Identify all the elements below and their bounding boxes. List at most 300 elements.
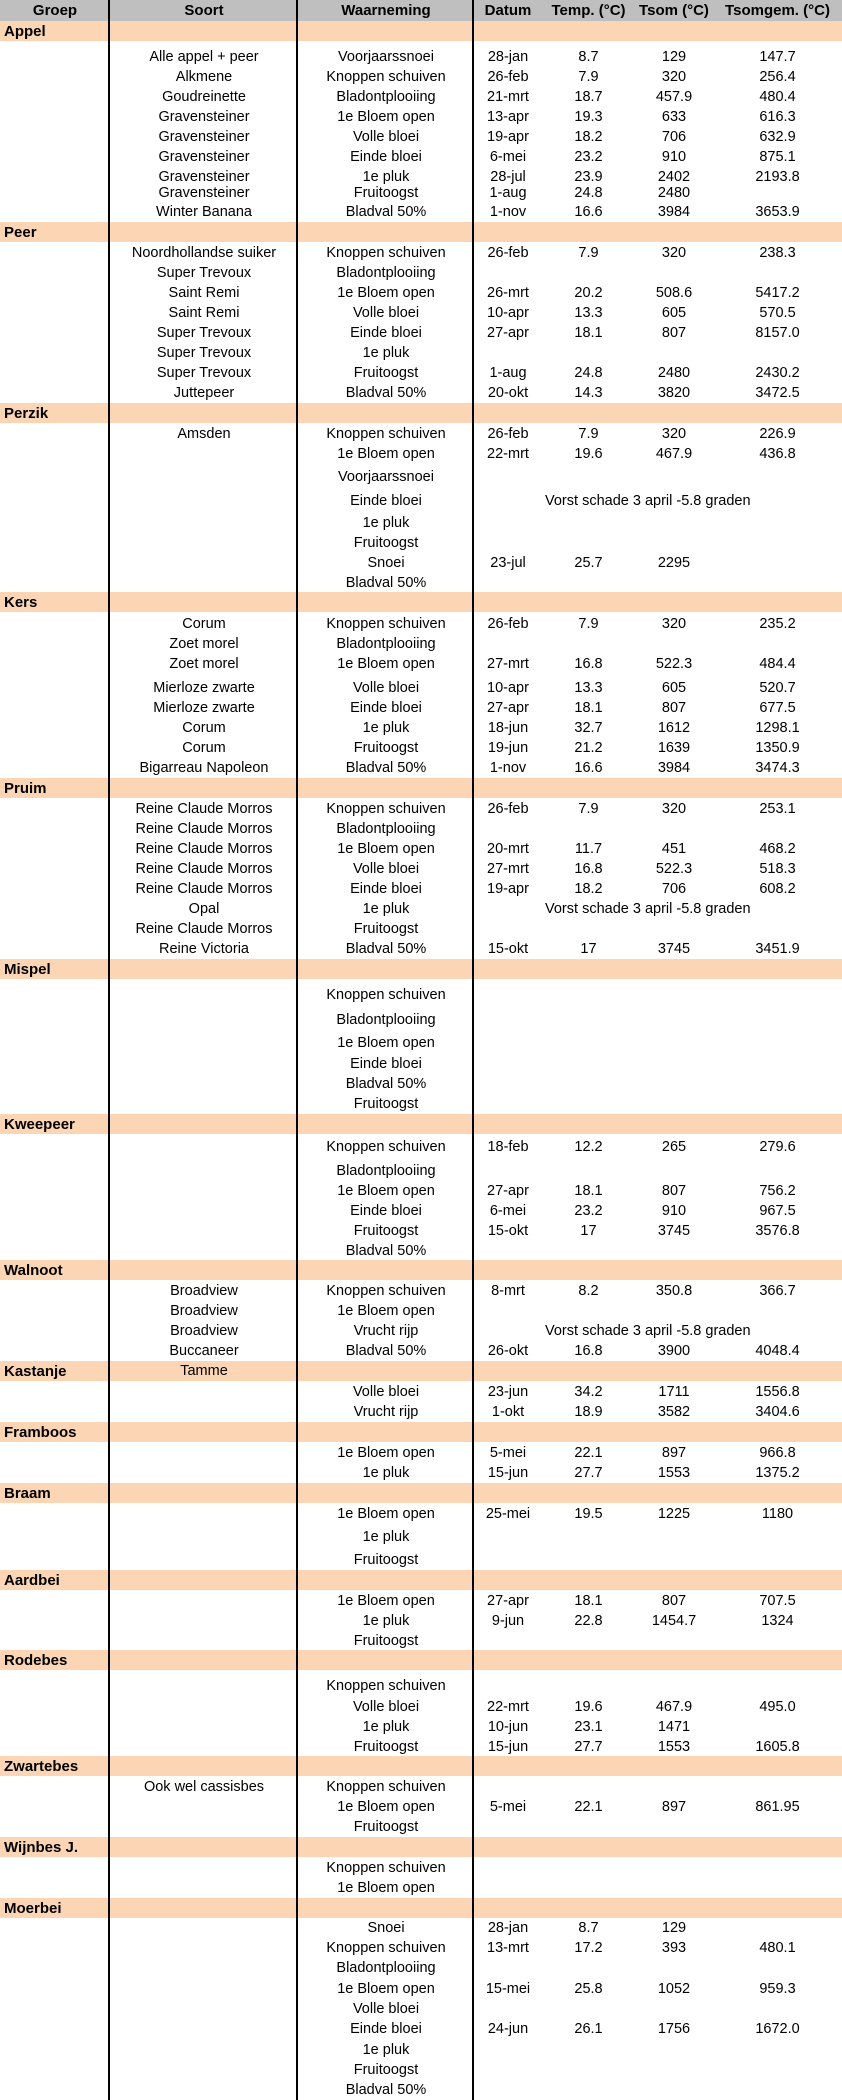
- table-row: [0, 1676, 842, 1696]
- waarneming-cell: Knoppen schuiven: [326, 1940, 446, 1956]
- tsom-cell: 2480: [657, 185, 691, 201]
- table-row: [0, 87, 842, 107]
- table-row: [0, 1137, 842, 1157]
- table-row: [0, 1094, 842, 1114]
- temp-cell: 7.9: [578, 616, 599, 632]
- temp-cell: 23.2: [574, 149, 603, 165]
- temp-cell: 18.1: [574, 1183, 603, 1199]
- tsom-cell: 3984: [657, 760, 691, 776]
- table-row: [0, 939, 842, 959]
- temp-cell: 25.7: [574, 555, 603, 571]
- temp-cell: 23.9: [574, 169, 603, 185]
- datum-cell: 1-nov: [489, 760, 527, 776]
- tsomgem-cell: 756.2: [759, 1183, 796, 1199]
- tsom-cell: 320: [661, 801, 687, 817]
- temp-cell: 32.7: [574, 720, 603, 736]
- soort-cell: Super Trevoux: [156, 265, 252, 281]
- datum-cell: 20-okt: [487, 385, 529, 401]
- table-row: [0, 47, 842, 67]
- tsomgem-cell: 468.2: [759, 841, 796, 857]
- groep-cell: Zwartebes: [4, 1757, 79, 1775]
- datum-cell: 13-apr: [487, 109, 529, 125]
- table-row: [0, 243, 842, 263]
- groep-cell: Braam: [4, 1484, 51, 1502]
- datum-cell: 21-mrt: [487, 89, 529, 105]
- tsomgem-cell: 2193.8: [755, 169, 800, 185]
- datum-cell: 26-feb: [487, 426, 529, 442]
- waarneming-cell: Knoppen schuiven: [326, 426, 446, 442]
- tsomgem-cell: 1350.9: [755, 740, 800, 756]
- tsomgem-cell: 3653.9: [755, 204, 800, 220]
- temp-cell: 19.5: [574, 1506, 603, 1522]
- tsomgem-cell: 861.95: [755, 1799, 800, 1815]
- tsom-cell: 467.9: [655, 446, 693, 462]
- temp-cell: 22.1: [574, 1445, 603, 1461]
- soort-cell: Corum: [182, 616, 226, 632]
- datum-cell: 26-okt: [487, 1343, 529, 1359]
- tsomgem-cell: 3451.9: [755, 941, 800, 957]
- tsomgem-cell: 608.2: [759, 881, 796, 897]
- table-row: [0, 147, 842, 167]
- table-row: [0, 698, 842, 718]
- datum-cell: 23-jun: [487, 1384, 529, 1400]
- datum-cell: 22-mrt: [487, 446, 529, 462]
- temp-cell: 7.9: [578, 69, 599, 85]
- waarneming-cell: Einde bloei: [350, 1056, 422, 1072]
- datum-cell: 27-mrt: [487, 656, 529, 672]
- waarneming-cell: Fruitoogst: [353, 1223, 419, 1239]
- waarneming-cell: 1e Bloem open: [337, 1183, 435, 1199]
- frost-damage-note: Vorst schade 3 april -5.8 graden: [545, 1323, 751, 1339]
- datum-cell: 6-mei: [489, 1203, 527, 1219]
- tsomgem-cell: 1180: [761, 1506, 794, 1522]
- tsom-cell: 3745: [657, 941, 691, 957]
- column-divider: [472, 0, 474, 2100]
- waarneming-cell: Einde bloei: [350, 700, 422, 716]
- soort-cell: Buccaneer: [169, 1343, 239, 1359]
- table-row: [0, 1817, 842, 1837]
- waarneming-cell: Knoppen schuiven: [326, 1860, 446, 1876]
- tsom-cell: 522.3: [655, 861, 693, 877]
- waarneming-cell: Knoppen schuiven: [326, 245, 446, 261]
- tsom-cell: 2480: [657, 365, 691, 381]
- temp-cell: 27.7: [574, 1465, 603, 1481]
- table-row: [0, 799, 842, 819]
- datum-cell: 10-jun: [487, 1719, 529, 1735]
- datum-cell: 8-mrt: [491, 1283, 525, 1299]
- tsomgem-cell: Tsomgem. (°C): [725, 2, 830, 19]
- waarneming-cell: 1e Bloem open: [337, 109, 435, 125]
- group-row: [0, 222, 842, 242]
- table-row: [0, 1858, 842, 1878]
- waarneming-cell: Einde bloei: [350, 1203, 422, 1219]
- tsom-cell: 3900: [657, 1343, 691, 1359]
- soort-cell: Mierloze zwarte: [153, 700, 255, 716]
- soort-cell: Mierloze zwarte: [153, 680, 255, 696]
- table-row: [0, 303, 842, 323]
- tsom-cell: 1052: [657, 1981, 691, 1997]
- groep-cell: Mispel: [4, 960, 51, 978]
- datum-cell: Datum: [484, 2, 532, 19]
- waarneming-cell: Fruitoogst: [353, 1633, 419, 1649]
- tsom-cell: 1612: [657, 720, 691, 736]
- table-row: [0, 553, 842, 573]
- group-row: [0, 1361, 842, 1381]
- datum-cell: 27-apr: [487, 700, 529, 716]
- tsom-cell: 3745: [657, 1223, 691, 1239]
- soort-cell: Reine Claude Morros: [135, 921, 273, 937]
- waarneming-cell: 1e pluk: [362, 1613, 410, 1629]
- groep-cell: Groep: [32, 2, 78, 19]
- tsom-cell: 897: [661, 1445, 687, 1461]
- tsomgem-cell: 279.6: [759, 1139, 796, 1155]
- waarneming-cell: Vrucht rijp: [353, 1323, 419, 1339]
- soort-cell: Saint Remi: [168, 305, 240, 321]
- table-row: [0, 634, 842, 654]
- waarneming-cell: Waarneming: [341, 2, 431, 19]
- datum-cell: 13-mrt: [487, 1940, 529, 1956]
- tsom-cell: Tsom (°C): [639, 2, 709, 19]
- soort-cell: Ook wel cassisbes: [143, 1779, 265, 1795]
- temp-cell: 16.6: [574, 204, 603, 220]
- table-row: [0, 2040, 842, 2060]
- tsom-cell: 1756: [657, 2021, 691, 2037]
- temp-cell: 22.8: [574, 1613, 603, 1629]
- datum-cell: 27-apr: [487, 1593, 529, 1609]
- tsom-cell: 706: [661, 129, 687, 145]
- temp-cell: 34.2: [574, 1384, 603, 1400]
- table-row: [0, 383, 842, 403]
- temp-cell: 19.3: [574, 109, 603, 125]
- frost-damage-note: Vorst schade 3 april -5.8 graden: [545, 901, 751, 917]
- datum-cell: 26-feb: [487, 245, 529, 261]
- groep-cell: Pruim: [4, 779, 47, 797]
- tsom-cell: 457.9: [655, 89, 693, 105]
- tsomgem-cell: 967.5: [759, 1203, 796, 1219]
- tsomgem-cell: 1556.8: [755, 1384, 800, 1400]
- soort-cell: Super Trevoux: [156, 345, 252, 361]
- table-row: [0, 2019, 842, 2039]
- table-row: [0, 614, 842, 634]
- datum-cell: 18-feb: [487, 1139, 529, 1155]
- datum-cell: 10-apr: [487, 680, 529, 696]
- group-row: [0, 403, 842, 423]
- datum-cell: 26-feb: [487, 69, 529, 85]
- soort-cell: Reine Claude Morros: [135, 821, 273, 837]
- tsomgem-cell: 2430.2: [755, 365, 800, 381]
- soort-cell: Zoet morel: [169, 636, 239, 652]
- temp-cell: 13.3: [574, 680, 603, 696]
- waarneming-cell: 1e Bloem open: [337, 1799, 435, 1815]
- temp-cell: 8.7: [578, 49, 599, 65]
- table-row: [0, 1999, 842, 2019]
- temp-cell: 21.2: [574, 740, 603, 756]
- tsom-cell: 897: [661, 1799, 687, 1815]
- tsomgem-cell: 436.8: [759, 446, 796, 462]
- tsom-cell: 451: [661, 841, 687, 857]
- soort-cell: Saint Remi: [168, 285, 240, 301]
- datum-cell: 26-feb: [487, 616, 529, 632]
- tsomgem-cell: 480.4: [759, 89, 796, 105]
- waarneming-cell: 1e pluk: [362, 1719, 410, 1735]
- tsom-cell: 265: [661, 1139, 687, 1155]
- waarneming-cell: 1e Bloem open: [337, 1593, 435, 1609]
- datum-cell: 9-jun: [491, 1613, 525, 1629]
- tsomgem-cell: 3472.5: [755, 385, 800, 401]
- table-row: [0, 1878, 842, 1898]
- waarneming-cell: 1e Bloem open: [337, 1506, 435, 1522]
- waarneming-cell: Volle bloei: [352, 2001, 420, 2017]
- soort-cell: Juttepeer: [173, 385, 235, 401]
- tsomgem-cell: 5417.2: [755, 285, 800, 301]
- table-row: [0, 202, 842, 222]
- table-row: [0, 1958, 842, 1978]
- waarneming-cell: 1e Bloem open: [337, 841, 435, 857]
- datum-cell: 1-nov: [489, 204, 527, 220]
- tsomgem-cell: 632.9: [759, 129, 796, 145]
- waarneming-cell: Fruitoogst: [353, 2062, 419, 2078]
- table-row: [0, 1918, 842, 1938]
- tsomgem-cell: 495.0: [759, 1699, 796, 1715]
- table-row: [0, 2060, 842, 2080]
- tsom-cell: 1639: [657, 740, 691, 756]
- waarneming-cell: Bladval 50%: [345, 575, 427, 591]
- tsomgem-cell: 366.7: [759, 1283, 796, 1299]
- soort-cell: Bigarreau Napoleon: [139, 760, 269, 776]
- groep-cell: Peer: [4, 223, 37, 241]
- tsomgem-cell: 4048.4: [755, 1343, 800, 1359]
- datum-cell: 19-apr: [487, 129, 529, 145]
- temp-cell: 7.9: [578, 245, 599, 261]
- waarneming-cell: Knoppen schuiven: [326, 1139, 446, 1155]
- table-row: [0, 1777, 842, 1797]
- tsom-cell: 706: [661, 881, 687, 897]
- datum-cell: 6-mei: [489, 149, 527, 165]
- table-row: [0, 899, 842, 919]
- table-row: [0, 1033, 842, 1053]
- temp-cell: 24.8: [574, 185, 603, 201]
- tsom-cell: 3582: [657, 1404, 691, 1420]
- datum-cell: 15-mei: [485, 1981, 531, 1997]
- temp-cell: 13.3: [574, 305, 603, 321]
- group-row: [0, 1898, 842, 1918]
- tsomgem-cell: 570.5: [759, 305, 796, 321]
- soort-cell: Super Trevoux: [156, 365, 252, 381]
- waarneming-cell: Knoppen schuiven: [326, 1678, 446, 1694]
- waarneming-cell: 1e Bloem open: [337, 656, 435, 672]
- datum-cell: 19-apr: [487, 881, 529, 897]
- datum-cell: 1-aug: [489, 365, 527, 381]
- table-row: [0, 758, 842, 778]
- soort-cell: Noordhollandse suiker: [131, 245, 277, 261]
- table-row: [0, 1504, 842, 1524]
- soort-cell: Reine Victoria: [158, 941, 249, 957]
- table-row: [0, 67, 842, 87]
- tsom-cell: 807: [661, 1593, 687, 1609]
- waarneming-cell: Voorjaarssnoei: [338, 469, 434, 485]
- soort-cell: Broadview: [170, 1303, 238, 1319]
- tsomgem-cell: 1298.1: [755, 720, 800, 736]
- waarneming-cell: Fruitoogst: [353, 1739, 419, 1755]
- group-row: [0, 1650, 842, 1670]
- soort-cell: Soort: [184, 2, 224, 19]
- tsomgem-cell: 1672.0: [755, 2021, 800, 2037]
- table-row: [0, 654, 842, 674]
- group-row: [0, 1114, 842, 1134]
- datum-cell: 27-apr: [487, 1183, 529, 1199]
- datum-cell: 1-aug: [489, 185, 527, 201]
- soort-cell: Reine Claude Morros: [135, 861, 273, 877]
- table-row: [0, 1301, 842, 1321]
- table-row: [0, 1697, 842, 1717]
- waarneming-cell: Voorjaarssnoei: [338, 49, 434, 65]
- datum-cell: 15-okt: [487, 1223, 529, 1239]
- temp-cell: 16.8: [574, 1343, 603, 1359]
- waarneming-cell: Snoei: [367, 555, 405, 571]
- tsomgem-cell: 616.3: [759, 109, 796, 125]
- tsom-cell: 320: [661, 426, 687, 442]
- datum-cell: 25-mei: [485, 1506, 531, 1522]
- waarneming-cell: 1e Bloem open: [337, 1981, 435, 1997]
- group-row: [0, 1483, 842, 1503]
- tsomgem-cell: 253.1: [759, 801, 796, 817]
- waarneming-cell: Volle bloei: [352, 129, 420, 145]
- tsom-cell: 320: [661, 245, 687, 261]
- group-row: [0, 21, 842, 41]
- groep-cell: Walnoot: [4, 1261, 63, 1279]
- table-row: [0, 1443, 842, 1463]
- waarneming-cell: Fruitoogst: [353, 1552, 419, 1568]
- tsom-cell: 1711: [658, 1384, 690, 1400]
- temp-cell: 25.8: [574, 1981, 603, 1997]
- datum-cell: 23-jul: [490, 555, 526, 571]
- waarneming-cell: Fruitoogst: [353, 535, 419, 551]
- groep-cell: Kastanje: [4, 1362, 67, 1380]
- groep-cell: Aardbei: [4, 1571, 60, 1589]
- waarneming-cell: Einde bloei: [350, 881, 422, 897]
- datum-cell: 27-mrt: [487, 861, 529, 877]
- temp-cell: 18.2: [574, 881, 603, 897]
- tsom-cell: 508.6: [655, 285, 693, 301]
- temp-cell: 17: [580, 1223, 597, 1239]
- tsomgem-cell: 256.4: [759, 69, 796, 85]
- temp-cell: 7.9: [578, 801, 599, 817]
- table-row: [0, 424, 842, 444]
- datum-cell: 20-mrt: [487, 841, 529, 857]
- table-row: [0, 573, 842, 593]
- waarneming-cell: Bladontplooiing: [336, 265, 436, 281]
- table-row: [0, 718, 842, 738]
- waarneming-cell: Knoppen schuiven: [326, 1779, 446, 1795]
- table-row: [0, 107, 842, 127]
- tsom-cell: 522.3: [655, 656, 693, 672]
- waarneming-cell: Snoei: [367, 1920, 405, 1936]
- table-row: [0, 491, 842, 511]
- waarneming-cell: Einde bloei: [350, 2021, 422, 2037]
- table-row: [0, 819, 842, 839]
- table-row: [0, 363, 842, 383]
- soort-cell: Corum: [182, 740, 226, 756]
- waarneming-cell: Knoppen schuiven: [326, 616, 446, 632]
- waarneming-cell: Fruitoogst: [353, 365, 419, 381]
- soort-cell: Gravensteiner: [158, 185, 250, 201]
- soort-cell: Corum: [182, 720, 226, 736]
- tsom-cell: 393: [661, 1940, 687, 1956]
- temp-cell: 18.2: [574, 129, 603, 145]
- table-row: [0, 323, 842, 343]
- waarneming-cell: 1e Bloem open: [337, 1303, 435, 1319]
- tsom-cell: 3820: [657, 385, 691, 401]
- groep-cell: Wijnbes J.: [4, 1838, 79, 1856]
- datum-cell: 18-jun: [487, 720, 529, 736]
- datum-cell: 15-jun: [487, 1465, 529, 1481]
- datum-cell: 26-feb: [487, 801, 529, 817]
- waarneming-cell: 1e pluk: [362, 1465, 410, 1481]
- table-row: [0, 919, 842, 939]
- waarneming-cell: Bladval 50%: [345, 1343, 427, 1359]
- waarneming-cell: Vrucht rijp: [353, 1404, 419, 1420]
- table-row: [0, 985, 842, 1005]
- table-row: [0, 1382, 842, 1402]
- temp-cell: 14.3: [574, 385, 603, 401]
- datum-cell: 5-mei: [489, 1445, 527, 1461]
- datum-cell: 24-jun: [487, 2021, 529, 2037]
- table-row: [0, 1527, 842, 1547]
- table-row: [0, 839, 842, 859]
- datum-cell: 22-mrt: [487, 1699, 529, 1715]
- waarneming-cell: Einde bloei: [350, 493, 422, 509]
- temp-cell: 16.8: [574, 656, 603, 672]
- tsom-cell: 1553: [657, 1739, 691, 1755]
- header-row: [0, 0, 842, 23]
- tsomgem-cell: 235.2: [759, 616, 796, 632]
- temp-cell: 17.2: [574, 1940, 603, 1956]
- table-row: [0, 1717, 842, 1737]
- table-row: [0, 127, 842, 147]
- waarneming-cell: Volle bloei: [352, 305, 420, 321]
- table-row: [0, 283, 842, 303]
- temp-cell: 18.1: [574, 325, 603, 341]
- waarneming-cell: 1e Bloem open: [337, 285, 435, 301]
- waarneming-cell: 1e pluk: [362, 2042, 410, 2058]
- temp-cell: 7.9: [578, 426, 599, 442]
- waarneming-cell: 1e pluk: [362, 169, 410, 185]
- table-row: [0, 513, 842, 533]
- soort-cell: Alkmene: [175, 69, 233, 85]
- tsomgem-cell: 1375.2: [755, 1465, 800, 1481]
- soort-cell: Gravensteiner: [158, 169, 250, 185]
- table-row: [0, 1241, 842, 1261]
- waarneming-cell: Knoppen schuiven: [326, 1283, 446, 1299]
- tsomgem-cell: 1324: [761, 1613, 794, 1629]
- table-row: [0, 1797, 842, 1817]
- group-row: [0, 1260, 842, 1280]
- temp-cell: 17: [580, 941, 597, 957]
- temp-cell: 8.2: [578, 1283, 599, 1299]
- tsomgem-cell: 480.1: [759, 1940, 796, 1956]
- datum-cell: 28-jan: [487, 1920, 529, 1936]
- table-row: [0, 1591, 842, 1611]
- temp-cell: 22.1: [574, 1799, 603, 1815]
- table-row: [0, 533, 842, 553]
- waarneming-cell: Fruitoogst: [353, 1096, 419, 1112]
- table-row: [0, 1201, 842, 1221]
- table-row: [0, 1737, 842, 1757]
- groep-cell: Perzik: [4, 404, 49, 422]
- waarneming-cell: 1e Bloem open: [337, 1035, 435, 1051]
- tsomgem-cell: 3404.6: [755, 1404, 800, 1420]
- soort-cell: Opal: [188, 901, 220, 917]
